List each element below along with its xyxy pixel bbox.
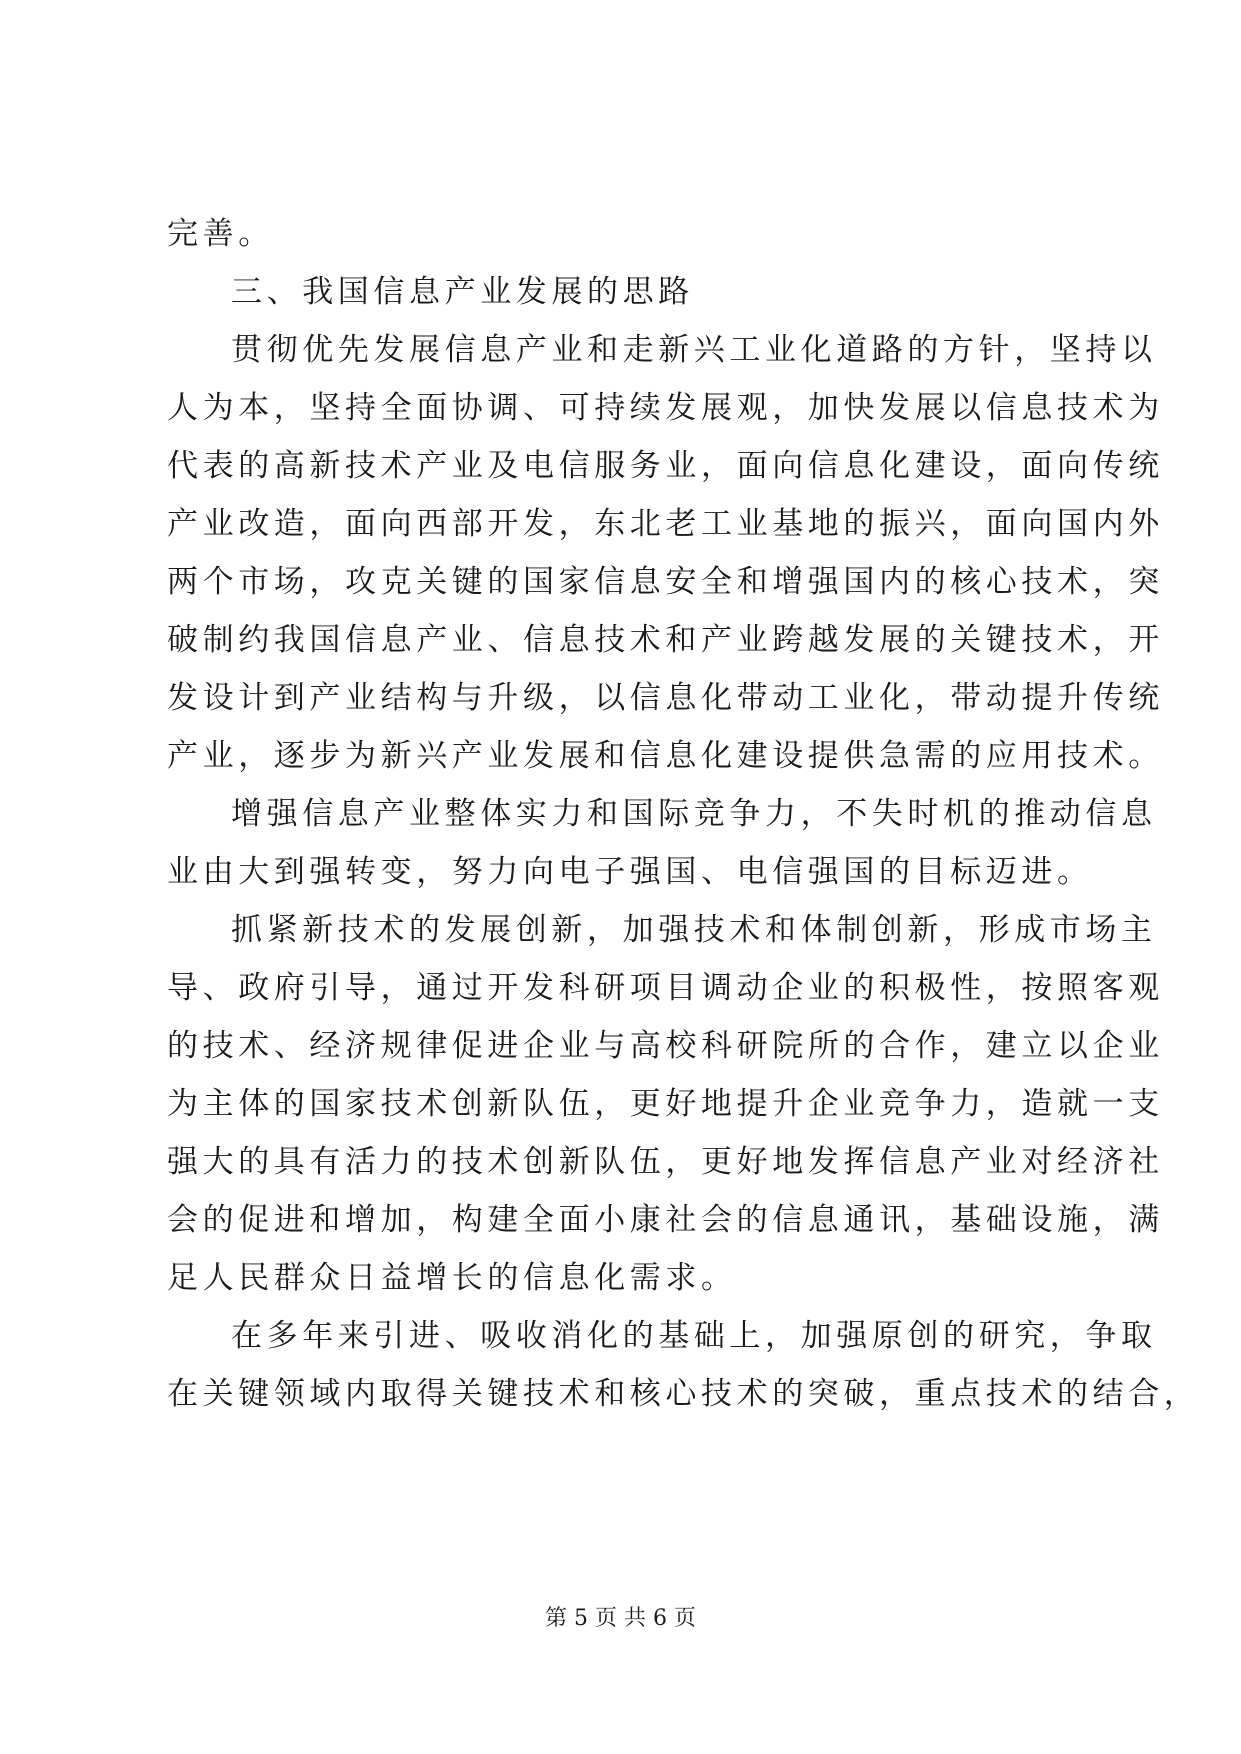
page-number-footer: 第 5 页 共 6 页 [545, 1606, 696, 1631]
text-line: 强大的具有活力的技术创新队伍，更好地发挥信息产业对经济社 [167, 1144, 1164, 1180]
text-line: 为主体的国家技术创新队伍，更好地提升企业竞争力，造就一支 [167, 1086, 1164, 1122]
text-line: 产业改造，面向西部开发，东北老工业基地的振兴，面向国内外 [167, 506, 1164, 542]
text-line: 产业，逐步为新兴产业发展和信息化建设提供急需的应用技术。 [167, 738, 1164, 774]
text-line: 足人民群众日益增长的信息化需求。 [167, 1260, 737, 1296]
text-line: 会的促进和增加，构建全面小康社会的信息通讯，基础设施，满 [167, 1202, 1164, 1238]
text-line: 两个市场，攻克关键的国家信息安全和增强国内的核心技术，突 [167, 564, 1164, 600]
text-line: 增强信息产业整体实力和国际竞争力，不失时机的推动信息 [231, 796, 1157, 832]
text-line: 的技术、经济规律促进企业与高校科研院所的合作，建立以企业 [167, 1028, 1164, 1064]
text-line: 人为本，坚持全面协调、可持续发展观，加快发展以信息技术为 [167, 390, 1164, 426]
text-line: 代表的高新技术产业及电信服务业，面向信息化建设，面向传统 [167, 448, 1164, 484]
text-line: 贯彻优先发展信息产业和走新兴工业化道路的方针，坚持以 [231, 332, 1157, 368]
text-line: 导、政府引导，通过开发科研项目调动企业的积极性，按照客观 [167, 970, 1164, 1006]
text-line: 破制约我国信息产业、信息技术和产业跨越发展的关键技术，开 [167, 622, 1164, 658]
text-line: 抓紧新技术的发展创新，加强技术和体制创新，形成市场主 [231, 912, 1157, 948]
text-line: 发设计到产业结构与升级，以信息化带动工业化，带动提升传统 [167, 680, 1164, 716]
text-line: 业由大到强转变，努力向电子强国、电信强国的目标迈进。 [167, 854, 1093, 890]
text-line: 在多年来引进、吸收消化的基础上，加强原创的研究，争取 [231, 1318, 1157, 1354]
text-line: 完善。 [167, 216, 274, 252]
text-line: 在关键领域内取得关键技术和核心技术的突破，重点技术的结合， [167, 1376, 1200, 1412]
section-heading: 三、我国信息产业发展的思路 [231, 274, 694, 310]
